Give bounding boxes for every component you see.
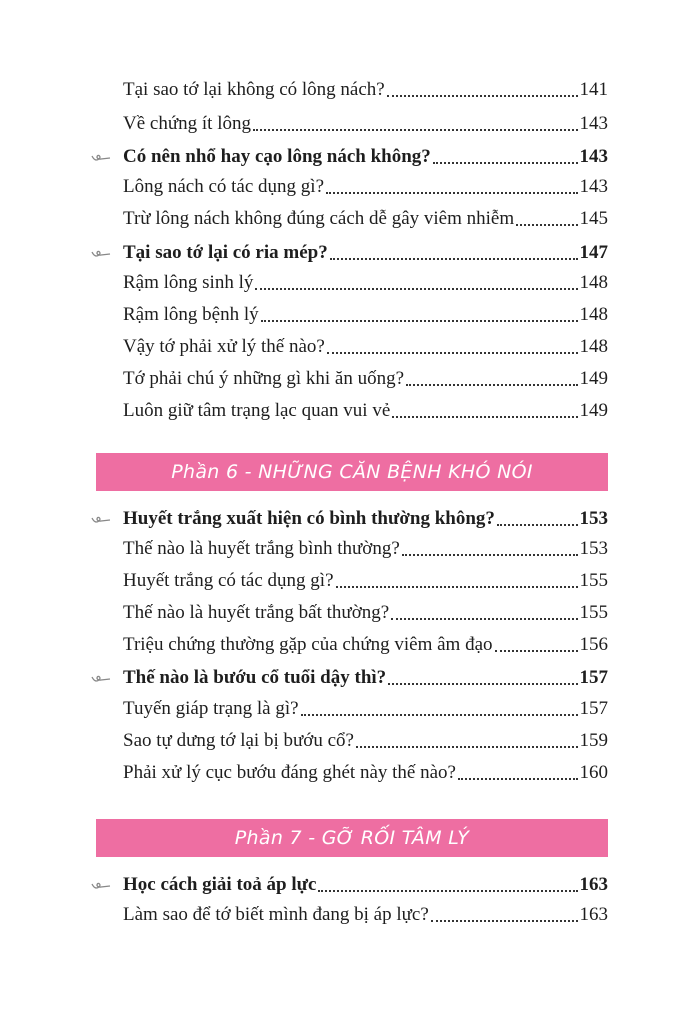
- leader-dots: [388, 683, 577, 685]
- leader-dots: [516, 224, 577, 226]
- toc-entry-label: Sao tự dưng tớ lại bị bướu cổ?: [123, 730, 354, 751]
- toc-entry-page: 148: [579, 304, 608, 325]
- toc-entry-page: 143: [579, 146, 608, 167]
- toc-entry-page: 159: [579, 730, 608, 751]
- toc-entry[interactable]: [123, 598, 608, 628]
- toc-entry-page: 157: [579, 698, 608, 719]
- toc-entry-page: 145: [579, 208, 608, 229]
- toc-entry-label: Tớ phải chú ý những gì khi ăn uống?: [123, 368, 405, 389]
- toc-heading-entry[interactable]: [123, 504, 608, 534]
- toc-entry[interactable]: [123, 900, 608, 930]
- leader-dots: [392, 416, 577, 418]
- leader-dots: [495, 650, 578, 652]
- toc-entry[interactable]: [123, 75, 608, 105]
- toc-entry[interactable]: [123, 300, 608, 330]
- toc-entry[interactable]: [123, 566, 608, 596]
- toc-heading-entry[interactable]: [123, 870, 608, 900]
- leader-dots: [327, 352, 578, 354]
- toc-entry-label: Huyết trắng có tác dụng gì?: [123, 570, 334, 591]
- toc-entry-page: 147: [579, 242, 608, 263]
- toc-entry-page: 148: [579, 272, 608, 293]
- toc-entry-page: 155: [579, 602, 608, 623]
- leader-dots: [301, 714, 578, 716]
- leader-dots: [336, 586, 578, 588]
- toc-entry-page: 149: [579, 368, 608, 389]
- toc-entry-label: Huyết trắng xuất hiện có bình thường không?: [123, 508, 495, 529]
- section-banner-7: Phần 7 - GỠ RỐI TÂM LÝ: [96, 819, 608, 857]
- leader-dots: [330, 258, 578, 260]
- toc-entry[interactable]: [123, 364, 608, 394]
- toc-entry-label: Học cách giải toả áp lực: [123, 874, 317, 895]
- swirl-icon: [90, 674, 112, 684]
- toc-entry[interactable]: [123, 758, 608, 788]
- toc-heading-entry[interactable]: [123, 663, 608, 693]
- toc-entry[interactable]: [123, 332, 608, 362]
- toc-entry-page: 141: [579, 79, 608, 100]
- leader-dots: [433, 162, 578, 164]
- leader-dots: [458, 778, 578, 780]
- leader-dots: [406, 384, 577, 386]
- toc-entry[interactable]: [123, 694, 608, 724]
- toc-entry-label: Thế nào là huyết trắng bất thường?: [123, 602, 390, 623]
- toc-entry[interactable]: [123, 268, 608, 298]
- toc-entry[interactable]: [123, 396, 608, 426]
- toc-entry-page: 149: [579, 400, 608, 421]
- toc-entry-page: 143: [579, 113, 608, 134]
- leader-dots: [261, 320, 578, 322]
- toc-entry-page: 157: [579, 667, 608, 688]
- toc-entry-page: 148: [579, 336, 608, 357]
- toc-entry[interactable]: [123, 726, 608, 756]
- toc-entry-label: Phải xử lý cục bướu đáng ghét này thế nào?: [123, 762, 456, 783]
- toc-entry-label: Tuyến giáp trạng là gì?: [123, 698, 299, 719]
- toc-entry-label: Thế nào là bướu cổ tuổi dậy thì?: [123, 667, 387, 688]
- leader-dots: [253, 129, 578, 131]
- toc-entry-label: Rậm lông sinh lý: [123, 272, 254, 293]
- toc-heading-entry[interactable]: [123, 142, 608, 172]
- leader-dots: [255, 288, 577, 290]
- toc-entry-label: Tại sao tớ lại có ria mép?: [123, 242, 328, 263]
- toc-entry-label: Thế nào là huyết trắng bình thường?: [123, 538, 400, 559]
- leader-dots: [387, 95, 578, 97]
- toc-entry-page: 153: [579, 538, 608, 559]
- toc-entry-label: Triệu chứng thường gặp của chứng viêm âm đạo: [123, 634, 493, 655]
- swirl-icon: [90, 515, 112, 525]
- swirl-icon: [90, 249, 112, 259]
- leader-dots: [326, 192, 577, 194]
- toc-entry-page: 163: [579, 904, 608, 925]
- toc-entry[interactable]: [123, 204, 608, 234]
- leader-dots: [391, 618, 577, 620]
- toc-entry-label: Làm sao để tớ biết mình đang bị áp lực?: [123, 904, 429, 925]
- toc-entry[interactable]: [123, 172, 608, 202]
- leader-dots: [318, 890, 577, 892]
- swirl-icon: [90, 153, 112, 163]
- toc-entry-page: 156: [579, 634, 608, 655]
- toc-entry-label: Vậy tớ phải xử lý thế nào?: [123, 336, 325, 357]
- toc-entry-label: Về chứng ít lông: [123, 113, 251, 134]
- leader-dots: [402, 554, 578, 556]
- section-banner-6: Phần 6 - NHỮNG CĂN BỆNH KHÓ NÓI: [96, 453, 608, 491]
- swirl-icon: [90, 881, 112, 891]
- toc-entry[interactable]: [123, 534, 608, 564]
- toc-entry-label: Có nên nhổ hay cạo lông nách không?: [123, 146, 431, 167]
- toc-entry-label: Luôn giữ tâm trạng lạc quan vui vẻ: [123, 400, 391, 421]
- toc-entry-page: 155: [579, 570, 608, 591]
- leader-dots: [431, 920, 578, 922]
- toc-entry-page: 163: [579, 874, 608, 895]
- toc-entry-label: Trừ lông nách không đúng cách dễ gây viêm nhiễm: [123, 208, 515, 229]
- toc-entry-page: 143: [579, 176, 608, 197]
- toc-entry[interactable]: [123, 109, 608, 139]
- leader-dots: [497, 524, 578, 526]
- toc-entry-page: 153: [579, 508, 608, 529]
- toc-entry-label: Lông nách có tác dụng gì?: [123, 176, 325, 197]
- toc-entry-page: 160: [579, 762, 608, 783]
- leader-dots: [356, 746, 578, 748]
- toc-entry-label: Rậm lông bệnh lý: [123, 304, 259, 325]
- toc-heading-entry[interactable]: [123, 238, 608, 268]
- toc-entry-label: Tại sao tớ lại không có lông nách?: [123, 79, 385, 100]
- toc-entry[interactable]: [123, 630, 608, 660]
